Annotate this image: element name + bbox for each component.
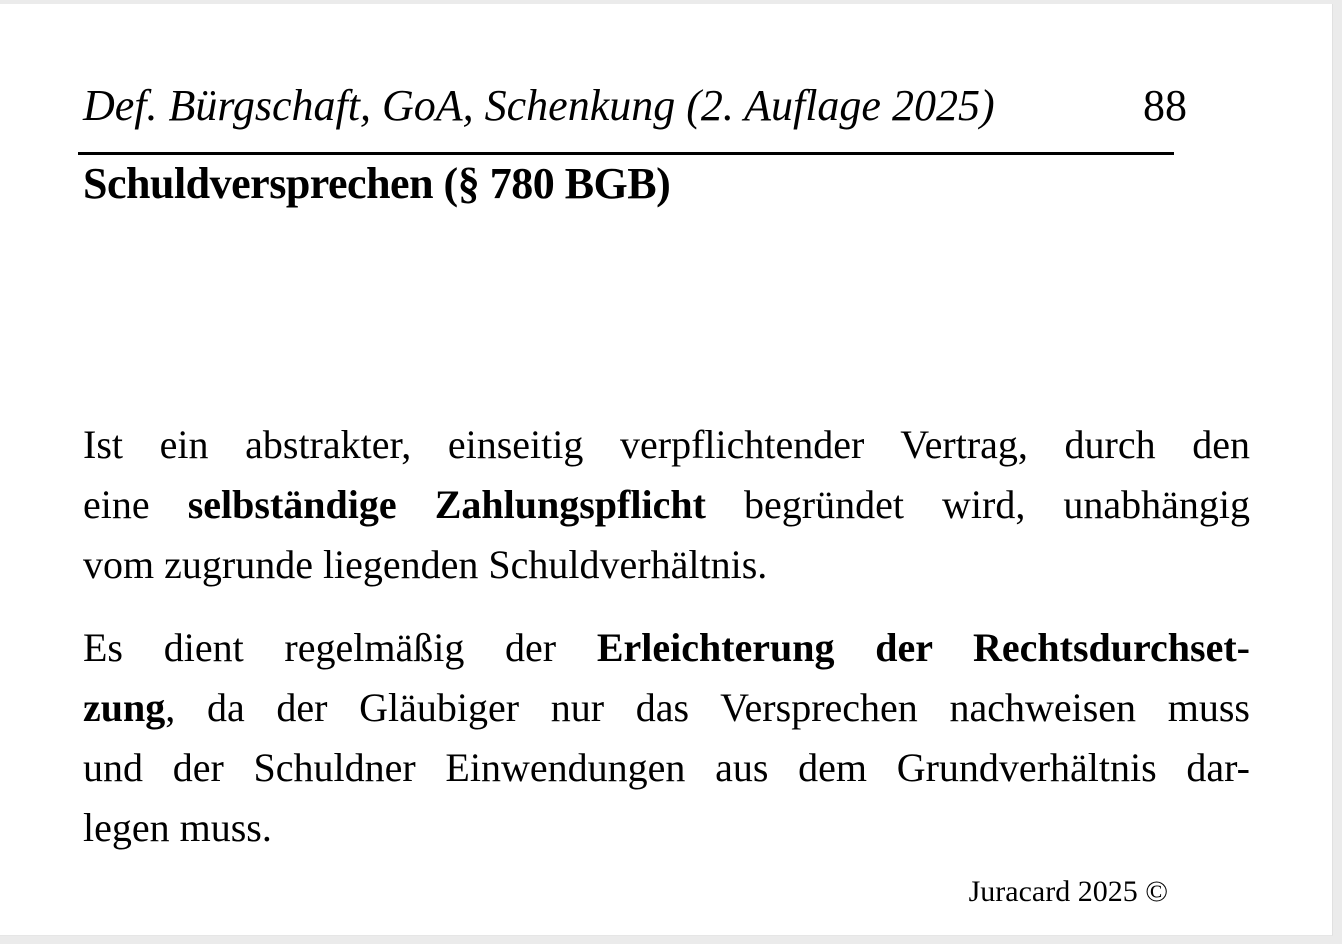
body-text-segment: , da der Gläubiger nur das Versprechen nachweisen muss xyxy=(165,685,1250,730)
text-line xyxy=(83,738,1250,798)
text-line xyxy=(83,475,1250,535)
text-line xyxy=(83,678,1250,738)
body-text-segment: vom zugrunde liegenden Schuldverhältnis. xyxy=(83,542,768,587)
card-body xyxy=(83,415,1250,858)
paragraph xyxy=(83,618,1250,858)
text-line xyxy=(83,618,1250,678)
body-text-segment: eine xyxy=(83,482,188,527)
body-text-segment: Es dient regelmäßig der xyxy=(83,625,597,670)
body-text-segment: begründet wird, unabhängig xyxy=(705,482,1251,527)
text-line xyxy=(83,415,1250,475)
text-line xyxy=(83,798,1250,858)
document-page xyxy=(0,4,1333,936)
paragraph xyxy=(83,415,1250,595)
header-page-number: 88 xyxy=(1143,81,1187,130)
body-text-segment: Ist ein abstrakter, einseitig verpflichtender Vertrag, durch den xyxy=(83,422,1250,467)
card-heading: Schuldversprechen (§ 780 BGB) xyxy=(83,159,671,208)
header-title: Def. Bürgschaft, GoA, Schenkung (2. Auflage 2025) xyxy=(83,81,995,130)
page-header xyxy=(83,80,1187,132)
body-text-segment: legen muss. xyxy=(83,805,272,850)
emphasis-text: Erleichterung der Rechtsdurchset- xyxy=(596,625,1251,670)
emphasis-text: selbständige Zahlungspflicht xyxy=(187,482,706,527)
header-divider xyxy=(78,152,1174,155)
footer-brand: Juracard 2025 © xyxy=(968,875,1168,908)
body-text-segment: und der Schuldner Einwendungen aus dem Grundverhältnis dar- xyxy=(83,745,1250,790)
emphasis-text: zung xyxy=(83,685,166,730)
text-line xyxy=(83,535,1250,595)
